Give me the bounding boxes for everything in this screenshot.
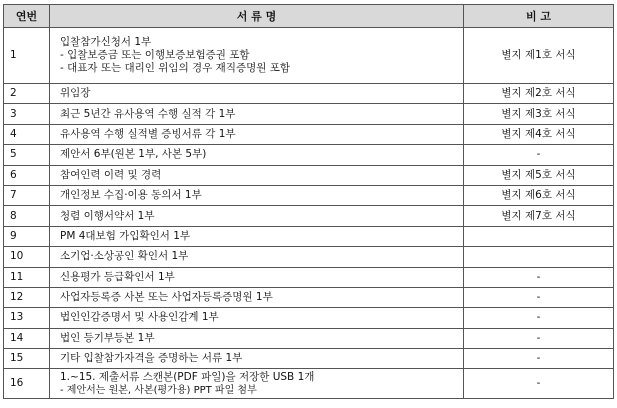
row-remark: -	[464, 369, 614, 399]
row-remark: 별지 제3호 서식	[464, 104, 614, 124]
table-row	[4, 226, 614, 246]
row-remark: 별지 제5호 서식	[464, 165, 614, 185]
table-row	[4, 145, 614, 165]
table-row	[4, 369, 614, 399]
row-document	[50, 28, 464, 84]
row-document: 위임장	[50, 84, 464, 104]
row-document: 기타 입찰참가자격을 증명하는 서류 1부	[50, 349, 464, 369]
row-remark	[464, 226, 614, 246]
header-remarks: 비 고	[464, 5, 614, 28]
row-remark: 별지 제1호 서식	[464, 28, 614, 84]
table-row	[4, 28, 614, 84]
table-row	[4, 308, 614, 328]
row-number: 13	[4, 308, 50, 328]
row-document-line: - 입찰보증금 또는 이행보증보험증권 포함	[60, 49, 250, 61]
row-document: 참여인력 이력 및 경력	[50, 165, 464, 185]
row-number: 9	[4, 226, 50, 246]
header-serial-number: 연번	[4, 5, 50, 28]
row-remark: 별지 제7호 서식	[464, 206, 614, 226]
row-number: 4	[4, 124, 50, 144]
row-document: PM 4대보험 가입확인서 1부	[50, 226, 464, 246]
row-document-line: - 대표자 또는 대리인 위임의 경우 재직증명원 포함	[60, 62, 291, 74]
row-remark: 별지 제4호 서식	[464, 124, 614, 144]
row-document	[50, 369, 464, 399]
row-document: 개인정보 수집·이용 동의서 1부	[50, 185, 464, 205]
row-number: 10	[4, 247, 50, 267]
row-document: 소기업·소상공인 확인서 1부	[50, 247, 464, 267]
row-remark: -	[464, 267, 614, 287]
row-remark: -	[464, 145, 614, 165]
row-number: 1	[4, 28, 50, 84]
row-remark: 별지 제6호 서식	[464, 185, 614, 205]
table-row	[4, 185, 614, 205]
row-document-line: - 제안서는 원본, 사본(평가용) PPT 파일 첨부	[60, 384, 257, 396]
row-number: 3	[4, 104, 50, 124]
table-row	[4, 124, 614, 144]
row-number: 2	[4, 84, 50, 104]
row-remark: 별지 제2호 서식	[464, 84, 614, 104]
table-row	[4, 206, 614, 226]
row-remark: -	[464, 287, 614, 307]
row-number: 6	[4, 165, 50, 185]
document-table-container	[3, 4, 614, 399]
table-row	[4, 349, 614, 369]
row-document-line: 1.~15. 제출서류 스캔본(PDF 파일)을 저장한 USB 1개	[60, 370, 315, 383]
row-remark: -	[464, 349, 614, 369]
header-document-name: 서 류 명	[50, 5, 464, 28]
row-number: 5	[4, 145, 50, 165]
row-document-line: 입찰참가신청서 1부	[60, 36, 152, 48]
row-number: 16	[4, 369, 50, 399]
table-header-row	[4, 5, 614, 28]
row-remark: -	[464, 328, 614, 348]
row-number: 7	[4, 185, 50, 205]
row-number: 12	[4, 287, 50, 307]
row-number: 14	[4, 328, 50, 348]
row-document: 유사용역 수행 실적별 증빙서류 각 1부	[50, 124, 464, 144]
table-row	[4, 267, 614, 287]
row-document: 제안서 6부(원본 1부, 사본 5부)	[50, 145, 464, 165]
row-document: 법인 등기부등본 1부	[50, 328, 464, 348]
row-document: 신용평가 등급확인서 1부	[50, 267, 464, 287]
row-document: 청렴 이행서약서 1부	[50, 206, 464, 226]
submission-documents-table	[3, 4, 614, 399]
row-number: 15	[4, 349, 50, 369]
table-row	[4, 84, 614, 104]
row-document: 최근 5년간 유사용역 수행 실적 각 1부	[50, 104, 464, 124]
table-row	[4, 247, 614, 267]
row-document: 법인인감증명서 및 사용인감계 1부	[50, 308, 464, 328]
row-number: 8	[4, 206, 50, 226]
row-document: 사업자등록증 사본 또는 사업자등록증명원 1부	[50, 287, 464, 307]
table-row	[4, 328, 614, 348]
table-row	[4, 165, 614, 185]
row-number: 11	[4, 267, 50, 287]
table-body	[4, 28, 614, 399]
row-remark: -	[464, 308, 614, 328]
row-remark	[464, 247, 614, 267]
table-row	[4, 104, 614, 124]
table-row	[4, 287, 614, 307]
